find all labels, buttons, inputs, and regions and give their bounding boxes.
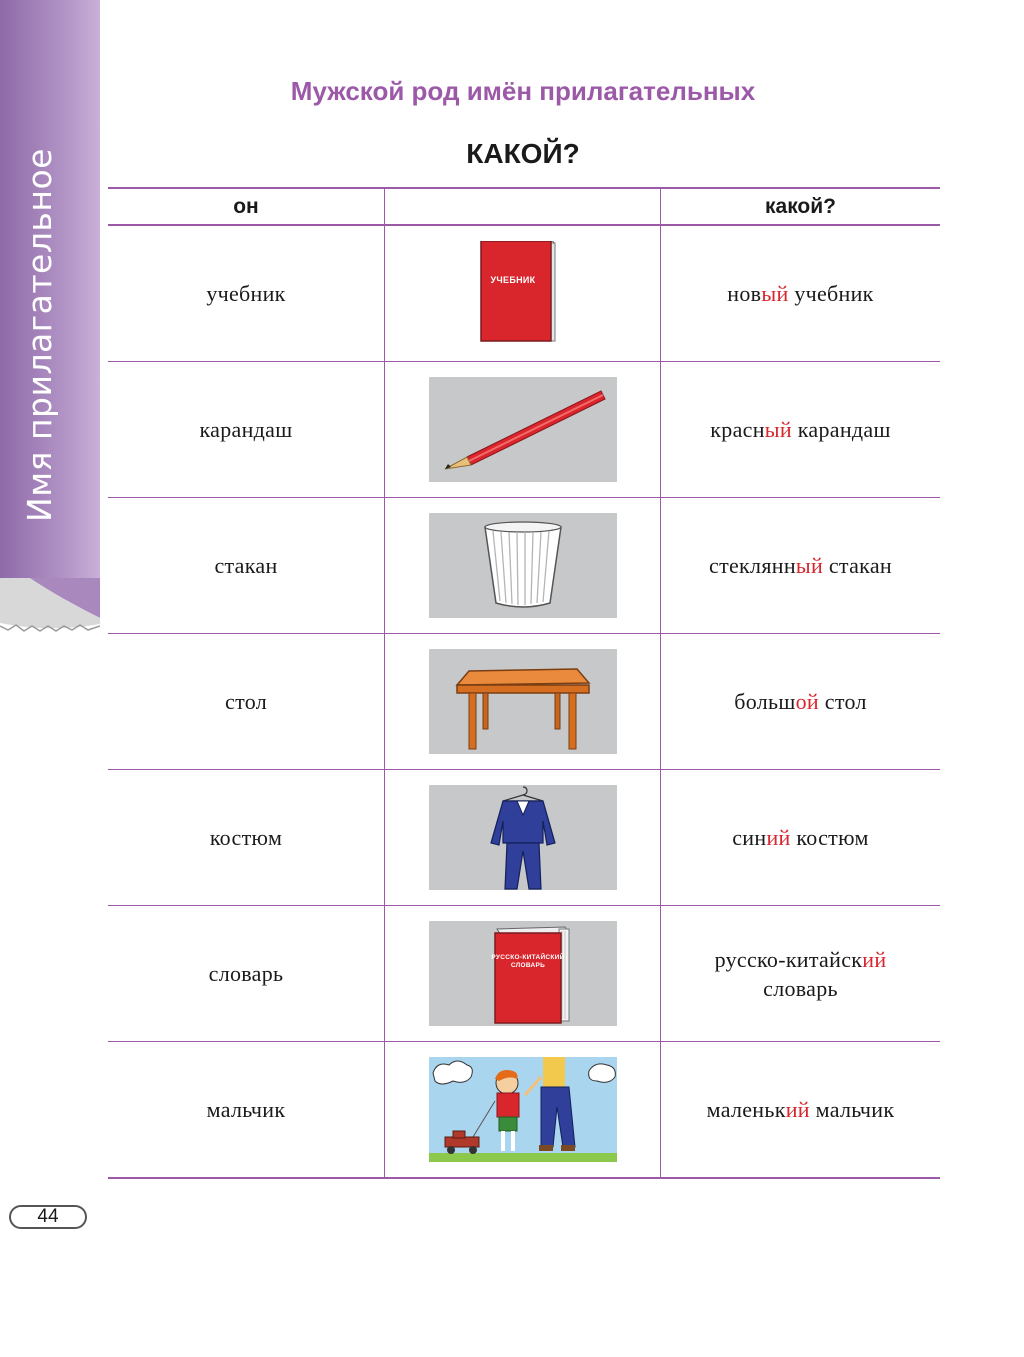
table-row bbox=[108, 906, 940, 1042]
adjective-ending: ий bbox=[766, 825, 791, 850]
adjective-ending: ый bbox=[764, 417, 792, 442]
noun-cell: стол bbox=[108, 634, 385, 770]
adjective-cell: маленький мальчик bbox=[661, 1042, 941, 1179]
table-row bbox=[108, 498, 940, 634]
little-boy-icon bbox=[429, 1057, 617, 1162]
dictionary-label: РУССКО-КИТАЙСКИЙ СЛОВАРЬ bbox=[490, 954, 565, 970]
adjective-cell: большой стол bbox=[661, 634, 941, 770]
picture-cell bbox=[385, 906, 661, 1042]
picture-cell bbox=[385, 225, 661, 362]
side-tab-title: Имя прилагательное bbox=[20, 148, 59, 522]
picture-cell bbox=[385, 498, 661, 634]
adjective-cell: синий костюм bbox=[661, 770, 941, 906]
adjective-ending: ий bbox=[785, 1097, 810, 1122]
page-number: 44 bbox=[9, 1205, 87, 1229]
table-header-row bbox=[108, 188, 940, 225]
noun-cell: костюм bbox=[108, 770, 385, 906]
picture-cell bbox=[385, 362, 661, 498]
textbook-label: УЧЕБНИК bbox=[490, 275, 535, 285]
adjective-cell: новый учебник bbox=[661, 225, 941, 362]
table-row bbox=[108, 1042, 940, 1179]
table-row bbox=[108, 634, 940, 770]
picture-cell bbox=[385, 1042, 661, 1179]
column-header-adjective: какой? bbox=[661, 188, 941, 225]
table-icon bbox=[429, 649, 617, 754]
adjective-ending: ой bbox=[795, 689, 819, 714]
blue-suit-icon bbox=[429, 785, 617, 890]
adjective-table bbox=[108, 187, 940, 1179]
glass-tumbler-icon bbox=[429, 513, 617, 618]
page-heading: Мужской род имён прилагательных bbox=[290, 76, 756, 106]
noun-cell: карандаш bbox=[108, 362, 385, 498]
noun-cell: мальчик bbox=[108, 1042, 385, 1179]
picture-cell bbox=[385, 634, 661, 770]
picture-cell bbox=[385, 770, 661, 906]
red-pencil-icon bbox=[429, 377, 617, 482]
noun-cell: стакан bbox=[108, 498, 385, 634]
adjective-ending: ый bbox=[761, 281, 789, 306]
page-question: КАКОЙ? bbox=[466, 138, 580, 169]
adjective-cell: красный карандаш bbox=[661, 362, 941, 498]
adjective-cell: русско-китайский словарь bbox=[661, 906, 941, 1042]
adjective-ending: ый bbox=[795, 553, 824, 578]
adjective-ending: ий bbox=[862, 946, 887, 972]
dictionary-icon bbox=[429, 921, 617, 1026]
noun-cell: учебник bbox=[108, 225, 385, 362]
table-row bbox=[108, 362, 940, 498]
page-curl-decoration bbox=[0, 578, 100, 638]
red-textbook-icon bbox=[429, 241, 617, 346]
noun-cell: словарь bbox=[108, 906, 385, 1042]
table-row bbox=[108, 770, 940, 906]
column-header-picture bbox=[385, 188, 661, 225]
table-row bbox=[108, 225, 940, 362]
adjective-cell: стеклянный стакан bbox=[661, 498, 941, 634]
column-header-noun: он bbox=[108, 188, 385, 225]
